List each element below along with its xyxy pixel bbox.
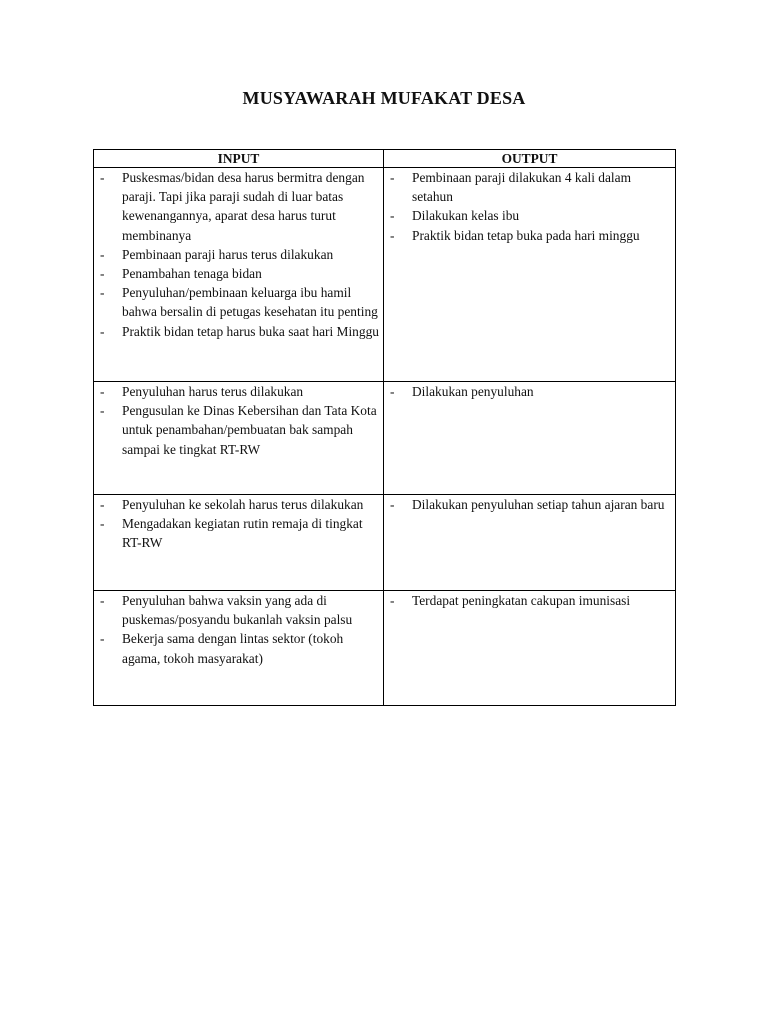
output-cell [384,591,676,706]
bullet-dash: - [390,497,395,512]
input-list [96,168,379,341]
list-item-text: Pengusulan ke Dinas Kebersihan dan Tata Kota untuk penambahan/pembuatan bak sampah sampai ke tingkat RT-RW [122,403,377,457]
list-item-text: Pembinaan paraji harus terus dilakukan [122,246,334,262]
list-item-text: Mengadakan kegiatan rutin remaja di tingkat RT-RW [122,516,363,551]
list-item-text: Dilakukan penyuluhan [412,384,534,399]
list-item [386,495,671,514]
input-column-header: INPUT [94,150,384,168]
list-item [96,514,379,552]
input-list [96,591,379,668]
list-item [96,283,379,321]
bullet-dash: - [100,403,105,419]
list-item [96,168,379,245]
list-item [386,591,671,610]
list-item [96,264,379,283]
list-item [96,495,379,514]
list-item-text: Praktik bidan tetap buka pada hari minggu [412,227,640,243]
input-cell [94,382,384,495]
input-cell [94,495,384,591]
bullet-dash: - [100,497,105,512]
output-column-header: OUTPUT [384,150,676,168]
musyawarah-table [93,149,676,706]
bullet-dash: - [100,246,105,262]
output-cell [384,382,676,495]
list-item-text: Pembinaan paraji dilakukan 4 kali dalam setahun [412,170,632,205]
input-list [96,382,379,459]
output-cell [384,168,676,382]
bullet-dash: - [100,516,105,532]
list-item-text: Bekerja sama dengan lintas sektor (tokoh agama, tokoh masyarakat) [122,631,344,666]
bullet-dash: - [100,266,105,282]
output-list [386,495,671,514]
bullet-dash: - [100,384,105,399]
list-item-text: Terdapat peningkatan cakupan imunisasi [412,593,631,608]
list-item [386,382,671,401]
output-list [386,382,671,401]
table-header-row [94,150,676,168]
table-row [94,168,676,382]
input-list [96,495,379,553]
bullet-dash: - [100,170,105,185]
bullet-dash: - [100,323,105,339]
list-item-text: Penyuluhan ke sekolah harus terus dilakukan [122,497,364,512]
list-item [96,591,379,629]
list-item-text: Dilakukan penyuluhan setiap tahun ajaran baru [412,497,665,512]
list-item-text: Puskesmas/bidan desa harus bermitra dengan paraji. Tapi jika paraji sudah di luar batas kewenangannya, aparat desa harus turut membinanya [122,170,365,243]
list-item-text: Penyuluhan harus terus dilakukan [122,384,304,399]
list-item [96,382,379,401]
list-item [96,401,379,459]
output-cell [384,495,676,591]
bullet-dash: - [390,227,395,243]
list-item [386,206,671,225]
list-item [96,629,379,667]
list-item-text: Dilakukan kelas ibu [412,208,520,224]
list-item [96,322,379,341]
input-cell [94,168,384,382]
table-row [94,495,676,591]
bullet-dash: - [390,170,395,185]
input-cell [94,591,384,706]
list-item [96,245,379,264]
table-row [94,382,676,495]
list-item-text: Penyuluhan bahwa vaksin yang ada di puskemas/posyandu bukanlah vaksin palsu [122,593,353,628]
output-list [386,591,671,610]
list-item-text: Praktik bidan tetap harus buka saat hari Minggu [122,323,379,339]
bullet-dash: - [100,593,105,608]
bullet-dash: - [390,384,395,399]
list-item-text: Penambahan tenaga bidan [122,266,262,282]
list-item [386,168,671,206]
bullet-dash: - [100,285,105,301]
list-item [386,226,671,245]
document-title: MUSYAWARAH MUFAKAT DESA [242,88,526,108]
list-item-text: Penyuluhan/pembinaan keluarga ibu hamil bahwa bersalin di petugas kesehatan itu penting [122,285,378,320]
output-list [386,168,671,245]
table-row [94,591,676,706]
bullet-dash: - [390,593,395,608]
bullet-dash: - [100,631,105,647]
bullet-dash: - [390,208,395,224]
